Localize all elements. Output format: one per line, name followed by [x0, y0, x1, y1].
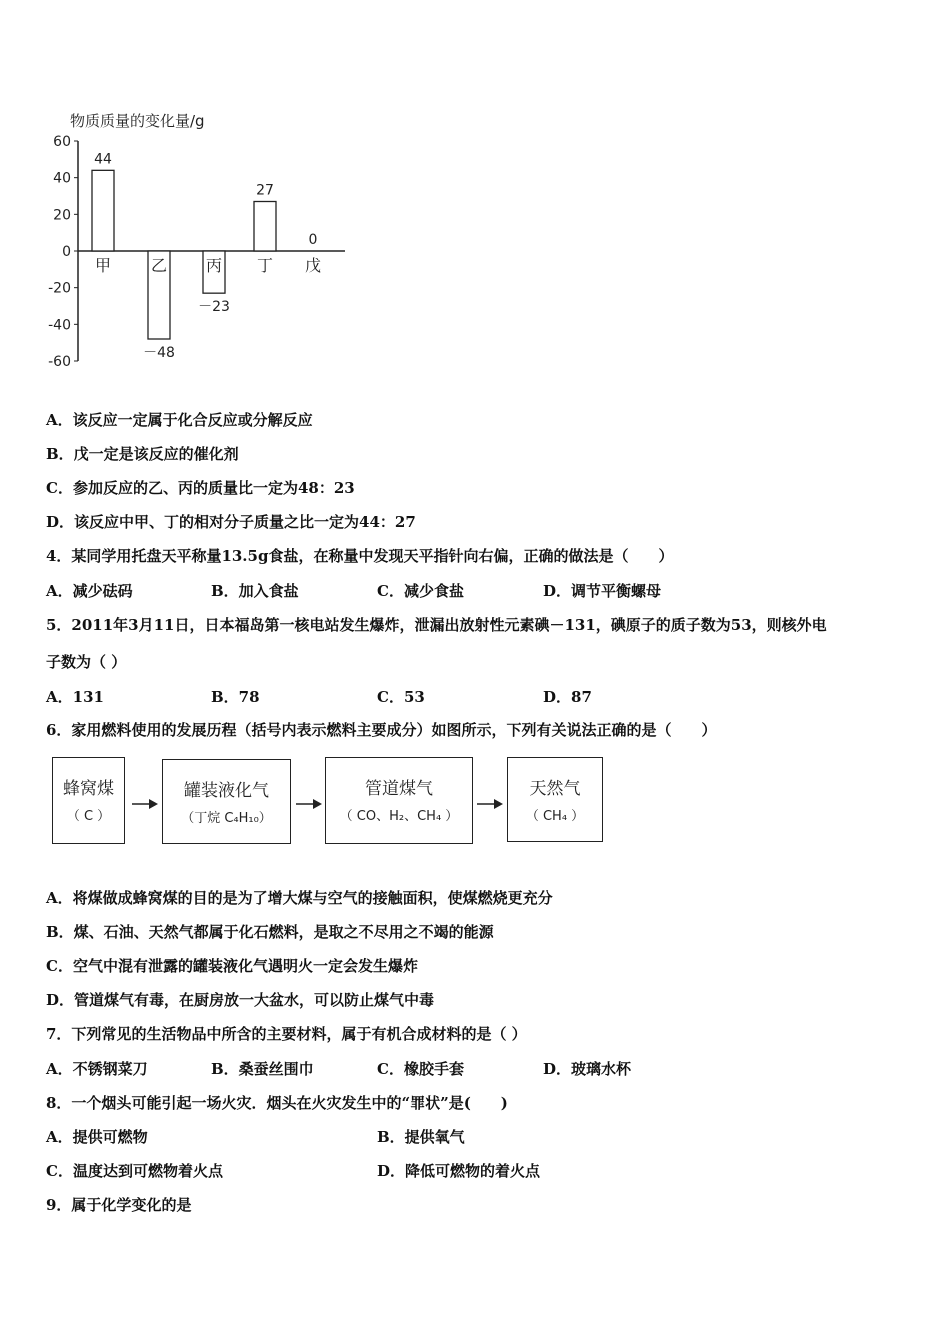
chart-ylabel: 物质质量的变化量/g	[70, 112, 205, 130]
flow-box-lpg	[162, 759, 291, 844]
q8-option-a: A．提供可燃物	[46, 1128, 148, 1146]
flow-formula: （ CO、H₂、CH₄ ）	[339, 809, 459, 824]
value-label: 44	[94, 151, 112, 168]
y-tick-label: 40	[53, 170, 71, 187]
bar-丁	[254, 202, 276, 252]
y-tick-label: -20	[48, 280, 71, 297]
q3-option-a: A．该反应一定属于化合反应或分解反应	[46, 411, 313, 429]
flow-formula: （ C ）	[66, 809, 111, 824]
flow-formula: （丁烷 C₄H₁₀）	[181, 811, 272, 826]
q3-option-d: D．该反应中甲、丁的相对分子质量之比一定为44：27	[46, 513, 416, 531]
q6-option-b: B．煤、石油、天然气都属于化石燃料，是取之不尽用之不竭的能源	[46, 923, 494, 941]
y-tick-label: -40	[48, 317, 71, 334]
q9-stem: 9．属于化学变化的是	[46, 1196, 192, 1214]
arrow-right-icon	[477, 798, 503, 810]
q3-option-b: B．戊一定是该反应的催化剂	[46, 445, 239, 463]
flow-box-honeycomb-coal	[52, 757, 125, 844]
q8-option-d: D．降低可燃物的着火点	[377, 1162, 541, 1180]
category-label: 戊	[304, 256, 322, 275]
q5-option-b: B．78	[211, 688, 260, 706]
flow-name: 蜂窝煤	[63, 779, 114, 799]
q5-stem-line1: 5．2011年3月11日，日本福岛第一核电站发生爆炸，泄漏出放射性元素碘－131，碘原子的质子数为53，则核外电	[46, 616, 827, 634]
q7-option-d: D．玻璃水杯	[543, 1060, 632, 1078]
q8-option-c: C．温度达到可燃物着火点	[46, 1162, 223, 1180]
q7-stem: 7．下列常见的生活物品中所含的主要材料，属于有机合成材料的是（ ）	[46, 1025, 527, 1043]
category-label: 丁	[256, 256, 274, 275]
arrow-right-icon	[296, 798, 322, 810]
category-label: 乙	[150, 256, 168, 275]
q4-option-c: C．减少食盐	[377, 582, 464, 600]
q5-option-c: C．53	[377, 688, 425, 706]
q4-option-d: D．调节平衡螺母	[543, 582, 662, 600]
q6-option-d: D．管道煤气有毒，在厨房放一大盆水，可以防止煤气中毒	[46, 991, 435, 1009]
flow-box-natural-gas	[507, 757, 603, 842]
category-label: 甲	[94, 256, 112, 275]
q5-stem-line2: 子数为（ ）	[46, 653, 127, 671]
value-label: 0	[308, 232, 318, 248]
y-tick-label: -60	[48, 354, 71, 370]
q4-option-a: A．减少砝码	[46, 582, 133, 600]
mass-change-chart	[40, 105, 360, 375]
category-label: 丙	[205, 256, 223, 275]
q7-option-b: B．桑蚕丝围巾	[211, 1060, 314, 1078]
q6-stem: 6．家用燃料使用的发展历程（括号内表示燃料主要成分）如图所示，下列有关说法正确的是（ ）	[46, 721, 717, 739]
q4-option-b: B．加入食盐	[211, 582, 299, 600]
q6-option-c: C．空气中混有泄露的罐装液化气遇明火一定会发生爆炸	[46, 957, 418, 975]
q4-stem: 4．某同学用托盘天平称量13.5g食盐，在称量中发现天平指针向右偏，正确的做法是（ ）	[46, 547, 674, 565]
arrow-right-icon	[132, 798, 158, 810]
value-label: 27	[256, 182, 274, 199]
flow-name: 管道煤气	[365, 779, 433, 799]
y-tick-label: 0	[62, 244, 71, 260]
flow-box-pipeline-gas	[325, 757, 473, 844]
q6-option-a: A．将煤做成蜂窝煤的目的是为了增大煤与空气的接触面积，使煤燃烧更充分	[46, 889, 553, 907]
flow-name: 天然气	[529, 779, 581, 799]
q5-option-d: D．87	[543, 688, 592, 706]
q7-option-a: A．不锈钢菜刀	[46, 1060, 148, 1078]
value-label: －23	[198, 299, 230, 316]
y-tick-label: 20	[53, 207, 71, 224]
bar-甲	[92, 170, 114, 251]
flow-name: 罐装液化气	[184, 781, 269, 801]
q7-option-c: C．橡胶手套	[377, 1060, 464, 1078]
q8-stem: 8．一个烟头可能引起一场火灾．烟头在火灾发生中的“罪状”是( )	[46, 1094, 508, 1112]
q5-option-a: A．131	[46, 688, 104, 706]
q3-option-c: C．参加反应的乙、丙的质量比一定为48：23	[46, 479, 355, 497]
y-tick-label: 60	[53, 134, 71, 150]
flow-formula: （ CH₄ ）	[525, 809, 585, 824]
q8-option-b: B．提供氧气	[377, 1128, 465, 1146]
value-label: －48	[143, 345, 175, 361]
